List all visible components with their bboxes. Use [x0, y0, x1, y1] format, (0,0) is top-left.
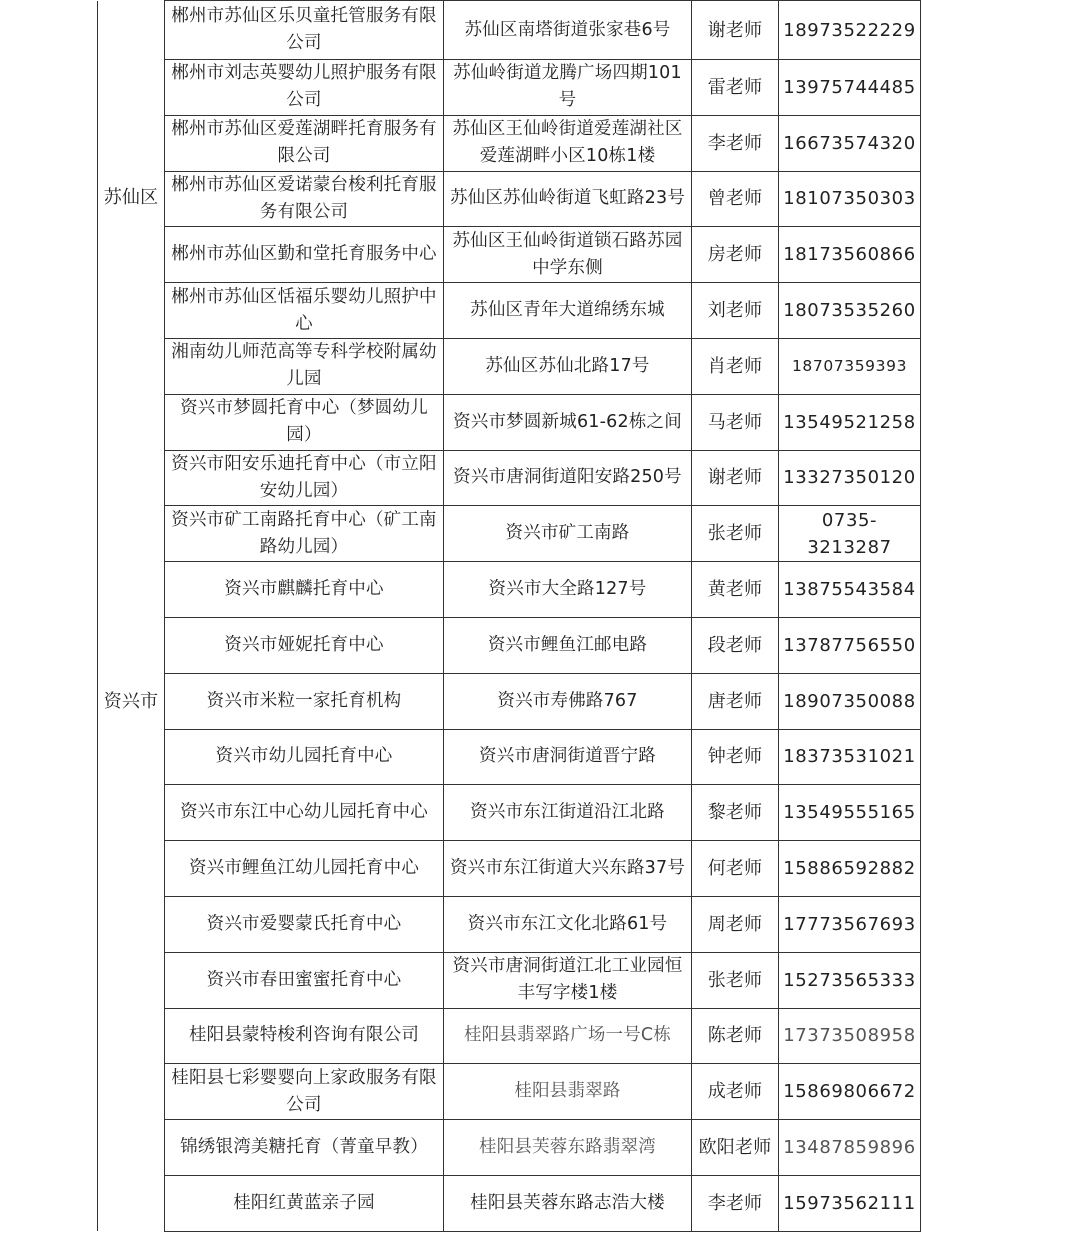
address-cell: 苏仙区王仙岭街道爱莲湖社区爱莲湖畔小区10栋1楼 [444, 115, 692, 171]
table-body [98, 1, 921, 1232]
phone-cell: 13875543584 [779, 562, 921, 618]
contact-cell: 雷老师 [692, 60, 779, 116]
table-row [98, 841, 921, 897]
table-row [98, 1175, 921, 1231]
table-row [98, 1008, 921, 1064]
contact-cell: 谢老师 [692, 450, 779, 506]
table-row [98, 227, 921, 283]
address-cell: 苏仙区苏仙岭街道飞虹路23号 [444, 171, 692, 227]
district-cell [98, 1008, 165, 1231]
address-cell: 资兴市矿工南路 [444, 506, 692, 562]
org-name-cell: 资兴市矿工南路托育中心（矿工南路幼儿园） [165, 506, 444, 562]
contact-cell: 李老师 [692, 1175, 779, 1231]
table-row [98, 673, 921, 729]
address-cell: 资兴市大全路127号 [444, 562, 692, 618]
table-row [98, 171, 921, 227]
address-cell: 苏仙区王仙岭街道锁石路苏园中学东侧 [444, 227, 692, 283]
contact-cell: 周老师 [692, 896, 779, 952]
table-row [98, 115, 921, 171]
phone-cell: 13549521258 [779, 394, 921, 450]
org-name-cell: 郴州市苏仙区爱莲湖畔托育服务有限公司 [165, 115, 444, 171]
childcare-directory-table [97, 0, 921, 1232]
address-cell: 桂阳县芙蓉东路志浩大楼 [444, 1175, 692, 1231]
contact-cell: 马老师 [692, 394, 779, 450]
address-cell: 资兴市唐洞街道阳安路250号 [444, 450, 692, 506]
phone-cell: 16673574320 [779, 115, 921, 171]
org-name-cell: 桂阳红黄蓝亲子园 [165, 1175, 444, 1231]
phone-cell: 18373531021 [779, 729, 921, 785]
table-row [98, 1064, 921, 1120]
org-name-cell: 资兴市阳安乐迪托育中心（市立阳安幼儿园） [165, 450, 444, 506]
district-cell: 苏仙区 [98, 1, 165, 395]
org-name-cell: 资兴市春田蜜蜜托育中心 [165, 952, 444, 1008]
table-wrapper [97, 0, 921, 1232]
phone-cell: 13549555165 [779, 785, 921, 841]
table-row [98, 283, 921, 339]
address-cell: 桂阳县芙蓉东路翡翠湾 [444, 1120, 692, 1176]
address-cell: 苏仙区苏仙北路17号 [444, 338, 692, 394]
table-row [98, 60, 921, 116]
table-row [98, 617, 921, 673]
phone-cell: 15273565333 [779, 952, 921, 1008]
address-cell: 资兴市寿佛路767 [444, 673, 692, 729]
contact-cell: 陈老师 [692, 1008, 779, 1064]
phone-cell: 18107350303 [779, 171, 921, 227]
address-cell: 资兴市东江街道沿江北路 [444, 785, 692, 841]
contact-cell: 黄老师 [692, 562, 779, 618]
contact-cell: 黎老师 [692, 785, 779, 841]
contact-cell: 欧阳老师 [692, 1120, 779, 1176]
district-cell: 资兴市 [98, 394, 165, 1008]
table-row [98, 450, 921, 506]
phone-cell: 17773567693 [779, 896, 921, 952]
contact-cell: 李老师 [692, 115, 779, 171]
org-name-cell: 资兴市爱婴蒙氏托育中心 [165, 896, 444, 952]
phone-cell: 15886592882 [779, 841, 921, 897]
phone-cell: 18173560866 [779, 227, 921, 283]
org-name-cell: 资兴市梦圆托育中心（梦圆幼儿园） [165, 394, 444, 450]
org-name-cell: 桂阳县七彩婴婴向上家政服务有限公司 [165, 1064, 444, 1120]
table-row [98, 785, 921, 841]
org-name-cell: 郴州市苏仙区勤和堂托育服务中心 [165, 227, 444, 283]
address-cell: 苏仙岭街道龙腾广场四期101号 [444, 60, 692, 116]
phone-cell: 0735-3213287 [779, 506, 921, 562]
phone-cell: 13487859896 [779, 1120, 921, 1176]
phone-cell: 18073535260 [779, 283, 921, 339]
phone-cell: 18707359393 [779, 338, 921, 394]
phone-cell: 15869806672 [779, 1064, 921, 1120]
contact-cell: 张老师 [692, 952, 779, 1008]
address-cell: 资兴市东江街道大兴东路37号 [444, 841, 692, 897]
table-row [98, 1120, 921, 1176]
org-name-cell: 郴州市刘志英婴幼儿照护服务有限公司 [165, 60, 444, 116]
phone-cell: 18907350088 [779, 673, 921, 729]
contact-cell: 何老师 [692, 841, 779, 897]
org-name-cell: 湘南幼儿师范高等专科学校附属幼儿园 [165, 338, 444, 394]
address-cell: 苏仙区青年大道绵绣东城 [444, 283, 692, 339]
address-cell: 资兴市梦圆新城61-62栋之间 [444, 394, 692, 450]
org-name-cell: 郴州市苏仙区乐贝童托管服务有限公司 [165, 1, 444, 60]
address-cell: 资兴市唐洞街道江北工业园恒丰写字楼1楼 [444, 952, 692, 1008]
contact-cell: 房老师 [692, 227, 779, 283]
address-cell: 桂阳县翡翠路 [444, 1064, 692, 1120]
table-row [98, 729, 921, 785]
phone-cell: 15973562111 [779, 1175, 921, 1231]
phone-cell: 13787756550 [779, 617, 921, 673]
address-cell: 资兴市唐洞街道晋宁路 [444, 729, 692, 785]
table-row [98, 896, 921, 952]
org-name-cell: 资兴市娅妮托育中心 [165, 617, 444, 673]
phone-cell: 13975744485 [779, 60, 921, 116]
org-name-cell: 资兴市幼儿园托育中心 [165, 729, 444, 785]
address-cell: 桂阳县翡翠路广场一号C栋 [444, 1008, 692, 1064]
phone-cell: 17373508958 [779, 1008, 921, 1064]
contact-cell: 唐老师 [692, 673, 779, 729]
table-row [98, 1, 921, 60]
org-name-cell: 郴州市苏仙区爱诺蒙台梭利托育服务有限公司 [165, 171, 444, 227]
contact-cell: 肖老师 [692, 338, 779, 394]
table-row [98, 562, 921, 618]
phone-cell: 13327350120 [779, 450, 921, 506]
table-row [98, 338, 921, 394]
address-cell: 资兴市鲤鱼江邮电路 [444, 617, 692, 673]
contact-cell: 成老师 [692, 1064, 779, 1120]
org-name-cell: 锦绣银湾美糖托育（菁童早教） [165, 1120, 444, 1176]
org-name-cell: 资兴市东江中心幼儿园托育中心 [165, 785, 444, 841]
org-name-cell: 郴州市苏仙区恬福乐婴幼儿照护中心 [165, 283, 444, 339]
phone-cell: 18973522229 [779, 1, 921, 60]
org-name-cell: 资兴市麒麟托育中心 [165, 562, 444, 618]
contact-cell: 段老师 [692, 617, 779, 673]
table-row [98, 506, 921, 562]
address-cell: 苏仙区南塔街道张家巷6号 [444, 1, 692, 60]
contact-cell: 张老师 [692, 506, 779, 562]
org-name-cell: 资兴市鲤鱼江幼儿园托育中心 [165, 841, 444, 897]
address-cell: 资兴市东江文化北路61号 [444, 896, 692, 952]
contact-cell: 刘老师 [692, 283, 779, 339]
org-name-cell: 资兴市米粒一家托育机构 [165, 673, 444, 729]
contact-cell: 曾老师 [692, 171, 779, 227]
table-row [98, 394, 921, 450]
contact-cell: 钟老师 [692, 729, 779, 785]
table-row [98, 952, 921, 1008]
contact-cell: 谢老师 [692, 1, 779, 60]
org-name-cell: 桂阳县蒙特梭利咨询有限公司 [165, 1008, 444, 1064]
